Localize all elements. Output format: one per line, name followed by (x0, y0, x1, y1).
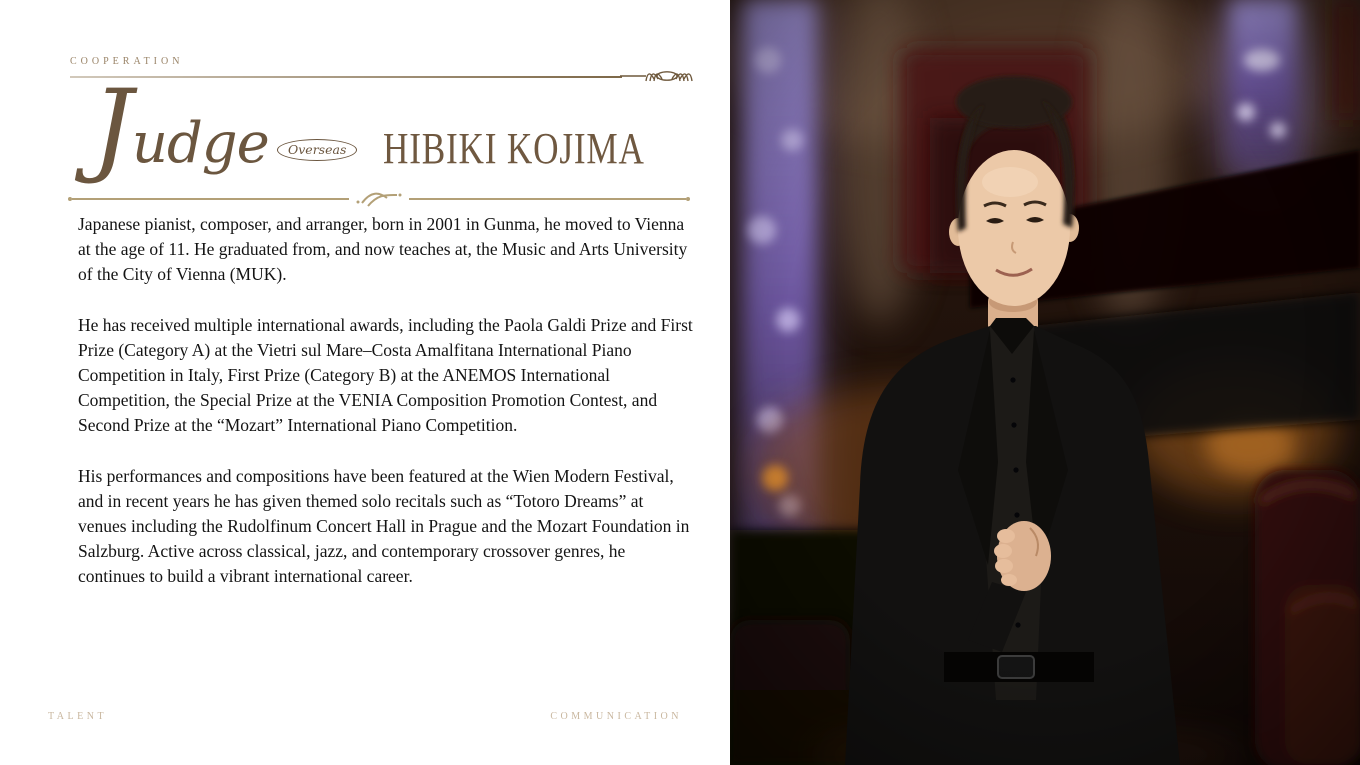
communication-label: COMMUNICATION (550, 711, 682, 722)
portrait-photo (730, 0, 1360, 765)
divider-line-left (72, 198, 349, 200)
cooperation-label: COOPERATION (70, 56, 184, 67)
title-divider (68, 190, 690, 208)
bio-paragraph-3: His performances and compositions have been featured at the Wien Modern Festival, and in recent years he has given themed solo recitals such as “Totoro Dreams” at venues including the Rudolfinum Concert Hall in Prague and the Mozart Foundation in Salzburg. Active across classical, jazz, and contemporary crossover genres, he continues to build a vibrant international career. (78, 465, 690, 587)
overseas-badge: Overseas (277, 139, 357, 161)
divider-line-right (409, 198, 686, 200)
concert-hall-scene (730, 0, 1360, 765)
flourish-icon (353, 190, 405, 208)
bio-paragraph-1: Japanese pianist, composer, and arranger, born in 2001 in Gunma, he moved to Vienna at the age of 11. He graduated from, and now teaches at, the Music and Arts University of the City of Vienna (MUK). (78, 214, 688, 285)
bio-text (78, 212, 696, 615)
scroll-ornament-icon (620, 64, 700, 88)
divider-dot-right (686, 197, 690, 201)
judge-name: HIBIKI KOJIMA (383, 124, 645, 173)
talent-label: TALENT (48, 711, 108, 722)
judge-title: Judge (92, 68, 269, 187)
bio-paragraph-2: He has received multiple international awards, including the Paola Galdi Prize and First Prize (Category A) at the Vietri sul Mare–Costa Amalfitana International Piano Competition in Italy, First Prize (Category B) at the ANEMOS International Competition, the Special Prize at the VENIA Composition Promotion Contest, and Second Prize at the “Mozart” International Piano Competition. (78, 314, 693, 436)
